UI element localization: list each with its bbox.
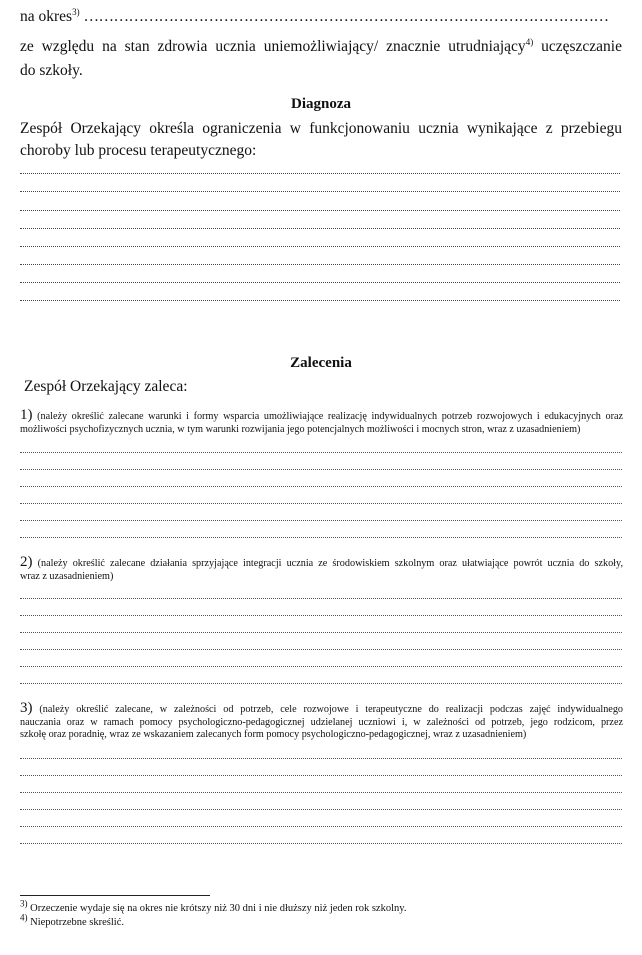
recommendation-fill-line[interactable] (20, 519, 622, 521)
recommendation-text: 1) (należy określić zalecane warunki i formy wsparcia umożliwiające realizację indywidualnych potrzeb rozwojowych i edukacyjnych oraz (20, 407, 624, 423)
recommendation-fill-line[interactable] (20, 485, 622, 487)
recommendation-fill-line[interactable] (20, 648, 622, 650)
footnote-marker: 4) (20, 912, 28, 923)
diagnoza-fill-line[interactable] (20, 263, 620, 265)
footnote-ref: 3) (72, 6, 80, 17)
diagnoza-text-1: Zespół Orzekający określa ograniczenia w funkcjonowaniu ucznia wynikające z przebiegu (20, 120, 622, 137)
recommendation-text: szkołę oraz poradnię, wraz ze wskazaniem zalecanych form pomocy psychologiczno-pedagogicznej, wraz z uzasadnieniem) (20, 729, 527, 740)
recommendation-fill-line[interactable] (20, 682, 622, 684)
footnote-4: $^{4)}$ Niepotrzebne skreślić. (20, 912, 125, 928)
recommendation-fill-line[interactable] (20, 774, 622, 776)
diagnoza-heading: Diagnoza (291, 96, 351, 112)
diagnoza-fill-line[interactable] (20, 245, 620, 247)
footnote-3: $^{3)}$ Orzeczenie wydaje się na okres nie krótszy niż 30 dni i nie dłuższy niż jeden rok szkolny. (20, 898, 407, 914)
health-line-2: do szkoły. (20, 62, 83, 79)
recommendation-text: 2) (należy określić zalecane działania sprzyjające integracji ucznia ze środowiskiem szkolnym oraz ułatwiające powrót ucznia do szkoły, (20, 554, 623, 570)
diagnoza-fill-line[interactable] (20, 227, 620, 229)
period-leader: …………………………………………………………………………………………… (83, 8, 609, 25)
recommendation-fill-line[interactable] (20, 757, 622, 759)
health-line: ze względu na stan zdrowia ucznia uniemożliwiający/ znacznie utrudniający$^{4)}$ uczęszczanie (20, 36, 622, 55)
recommendation-item-3 (20, 702, 623, 742)
diagnoza-fill-line[interactable] (20, 172, 620, 174)
footnote-separator (20, 895, 210, 896)
recommendation-fill-line[interactable] (20, 614, 622, 616)
zalecenia-intro: Zespół Orzekający zaleca: (24, 378, 188, 395)
period-prefix: na okres (20, 8, 73, 25)
period-line (20, 8, 608, 26)
recommendation-fill-line[interactable] (20, 665, 622, 667)
item-number: 3) (20, 700, 33, 716)
item-number: 1) (20, 407, 33, 423)
recommendation-fill-line[interactable] (20, 825, 622, 827)
recommendation-text: 3) (należy określić zalecane, w zależności od potrzeb, cele rozwojowe i terapeutyczne do realizacji podczas zajęć indywidualnego (20, 700, 624, 716)
diagnoza-text-2: choroby lub procesu terapeutycznego: (20, 142, 257, 159)
recommendation-fill-line[interactable] (20, 502, 622, 504)
recommendation-fill-line[interactable] (20, 791, 622, 793)
recommendation-fill-line[interactable] (20, 536, 622, 538)
zalecenia-heading: Zalecenia (290, 355, 352, 371)
recommendation-fill-line[interactable] (20, 808, 622, 810)
recommendation-item-1 (20, 409, 623, 436)
recommendation-fill-line[interactable] (20, 451, 622, 453)
item-number: 2) (20, 554, 33, 570)
diagnoza-fill-line[interactable] (20, 299, 620, 301)
diagnoza-fill-line[interactable] (20, 209, 620, 211)
recommendation-fill-line[interactable] (20, 842, 622, 844)
recommendation-item-2 (20, 556, 623, 583)
recommendation-fill-line[interactable] (20, 468, 622, 470)
diagnoza-fill-line[interactable] (20, 281, 620, 283)
recommendation-fill-line[interactable] (20, 597, 622, 599)
recommendation-text: nauczania oraz w ramach pomocy psychologiczno-pedagogicznej udzielanej uczniowi i, w zależności od potrzeb, jego rodzicom, przez (20, 716, 623, 728)
recommendation-text: możliwości psychofizycznych ucznia, w tym warunki rozwijania jego potencjalnych możliwości i mocnych stron, wraz z uzasadnieniem) (20, 423, 581, 435)
recommendation-text: wraz z uzasadnieniem) (20, 570, 114, 582)
diagnoza-fill-line[interactable] (20, 190, 620, 192)
footnote-marker: 3) (20, 898, 28, 909)
recommendation-fill-line[interactable] (20, 631, 622, 633)
